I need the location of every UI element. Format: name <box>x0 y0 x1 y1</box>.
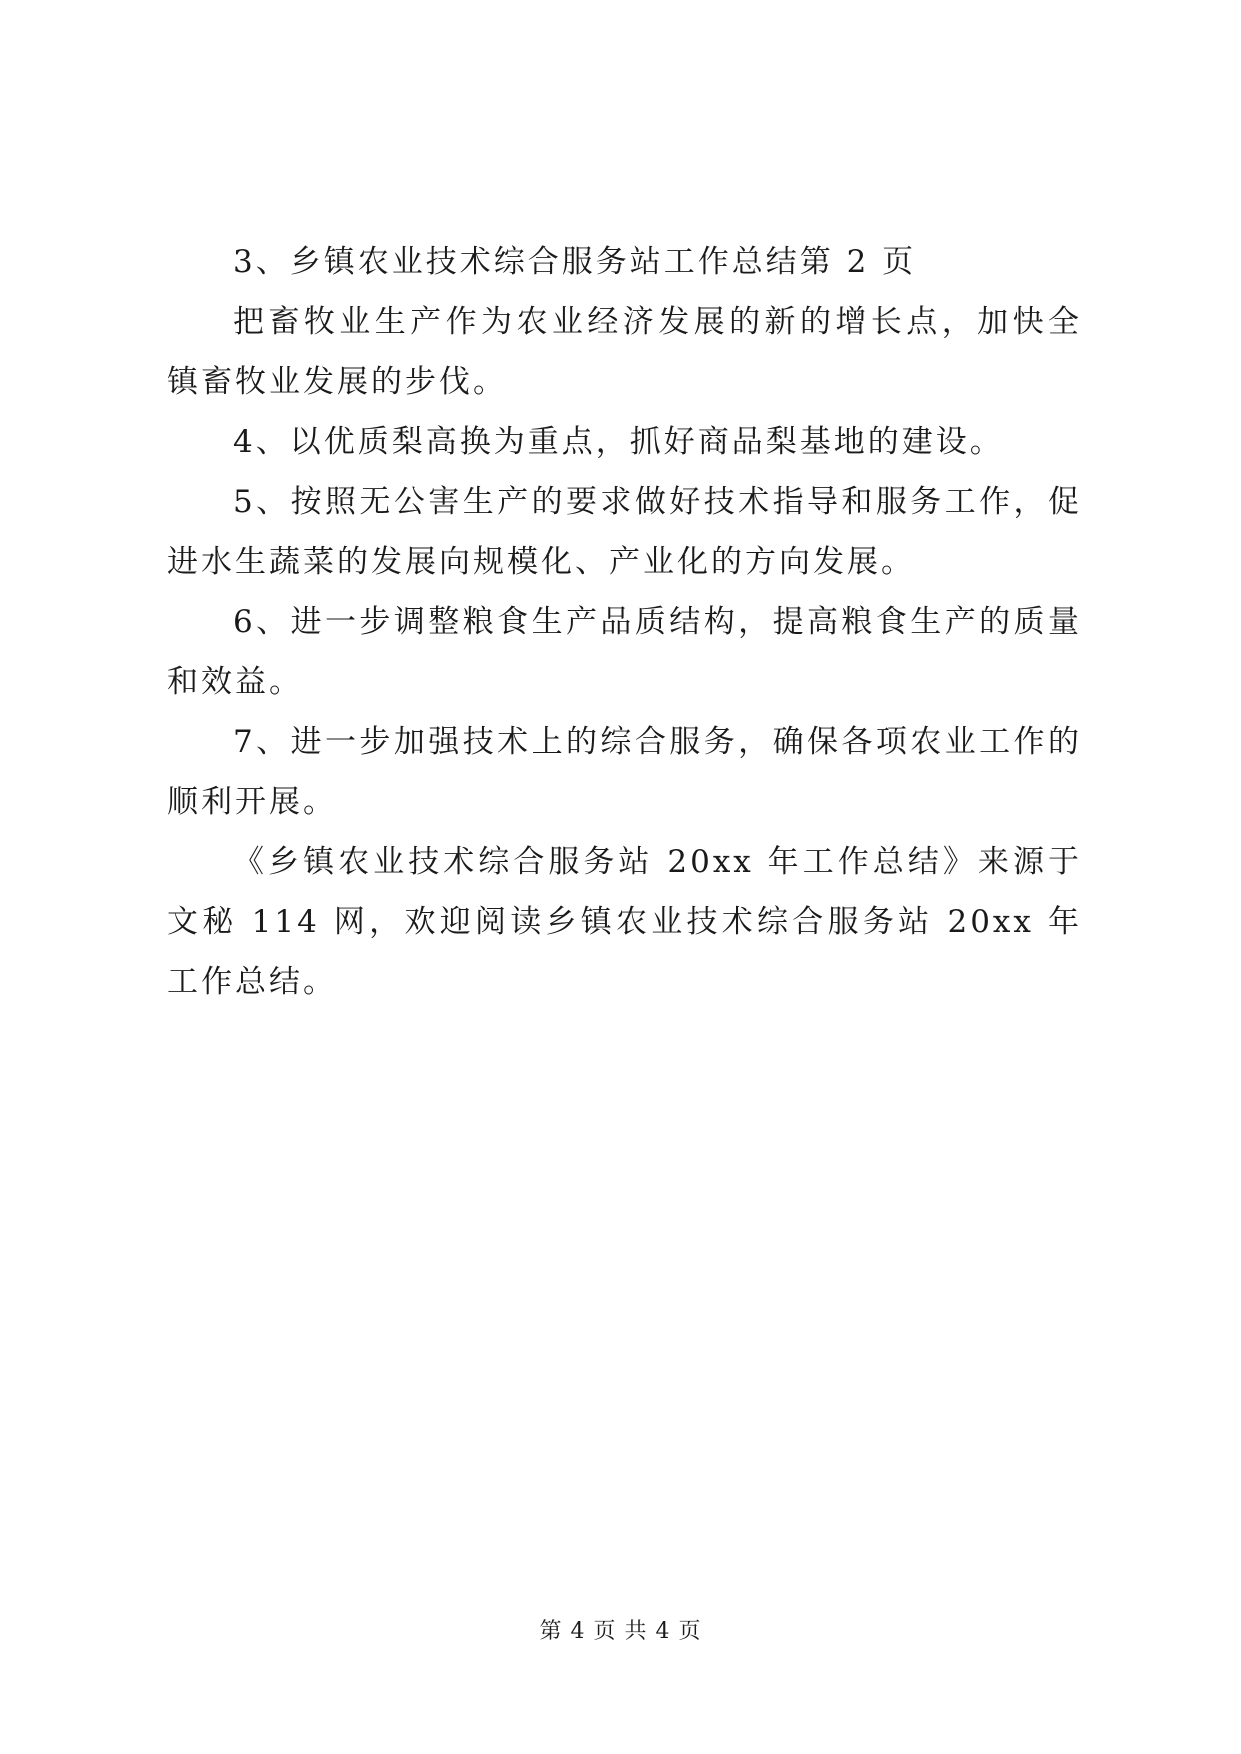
page-footer: 第 4 页 共 4 页 <box>539 1619 702 1644</box>
paragraph-heading-item-3: 3、乡镇农业技术综合服务站工作总结第 2 页 <box>233 244 917 280</box>
paragraph-item-4: 4、以优质梨高换为重点，抓好商品梨基地的建设。 <box>233 424 1004 460</box>
paragraph-source-note: 《乡镇农业技术综合服务站 20xx 年工作总结》来源于文秘 114 网，欢迎阅读乡镇农业技术综合服务站 20xx 年工作总结。 <box>167 844 1082 1000</box>
paragraph-item-7: 7、进一步加强技术上的综合服务，确保各项农业工作的顺利开展。 <box>167 724 1082 820</box>
paragraph-livestock: 把畜牧业生产作为农业经济发展的新的增长点，加快全镇畜牧业发展的步伐。 <box>167 304 1082 400</box>
paragraph-item-6: 6、进一步调整粮食生产品质结构，提高粮食生产的质量和效益。 <box>167 604 1082 700</box>
document-body <box>167 232 1082 1012</box>
paragraph-item-5: 5、按照无公害生产的要求做好技术指导和服务工作，促进水生蔬菜的发展向规模化、产业化的方向发展。 <box>167 484 1082 580</box>
